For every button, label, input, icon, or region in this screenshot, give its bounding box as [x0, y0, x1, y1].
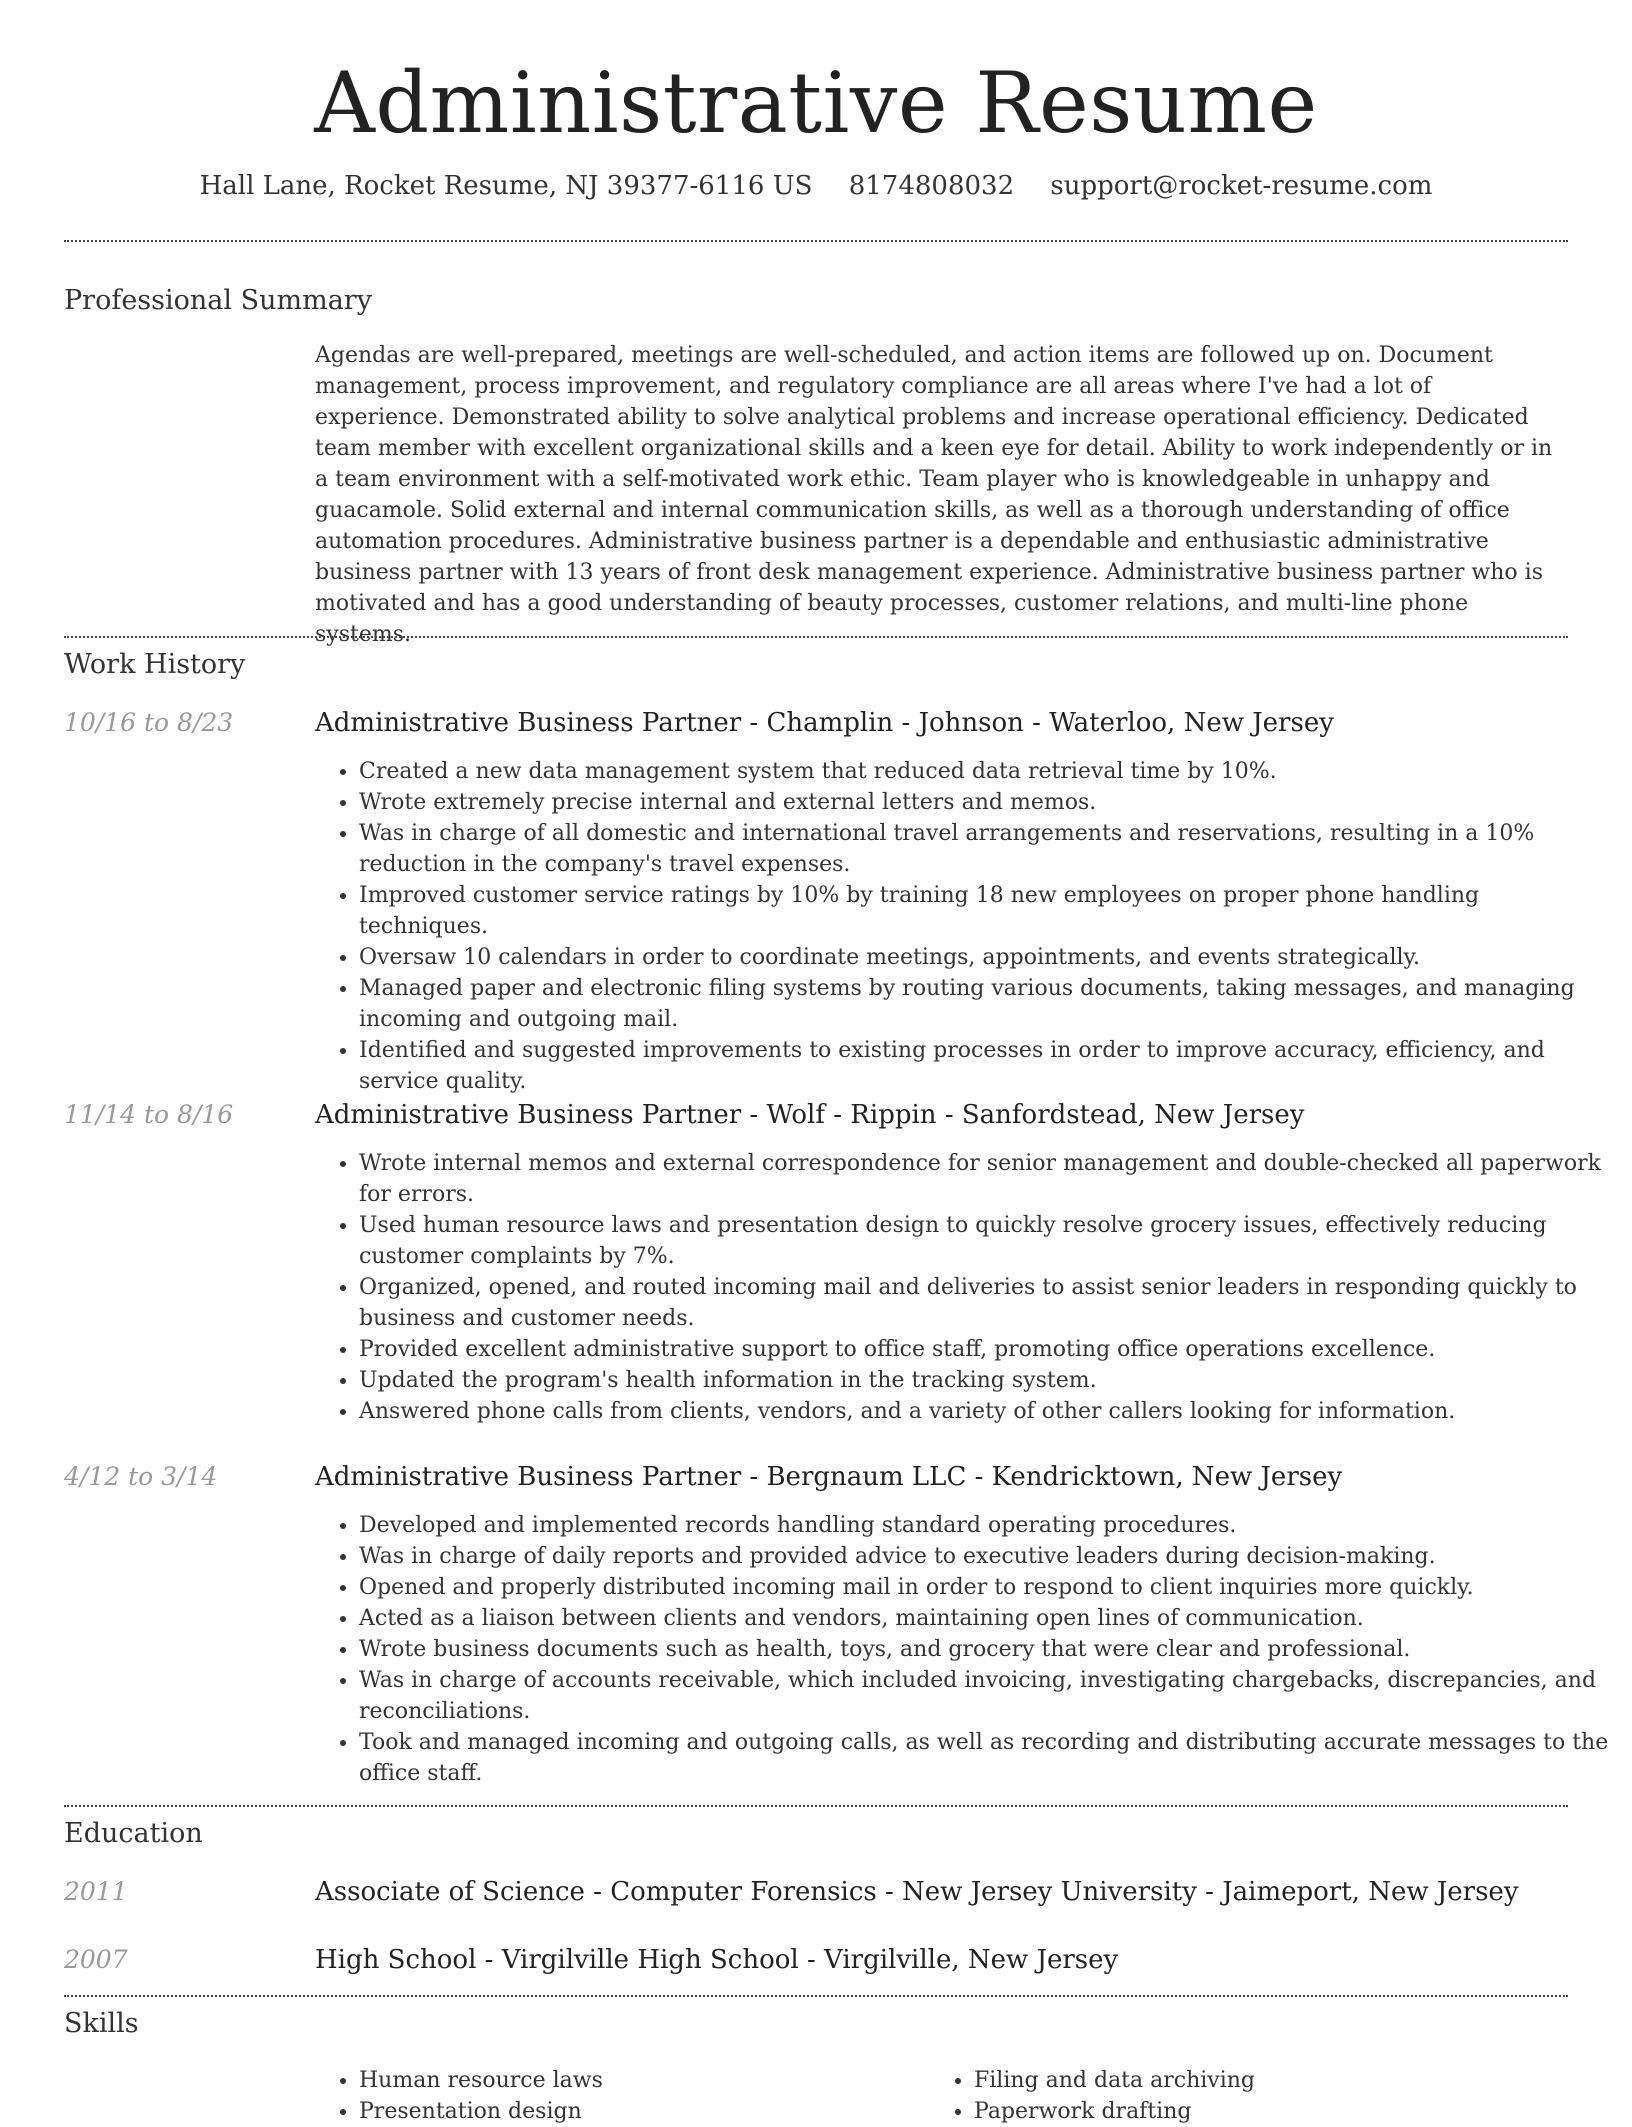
job-bullet: • Updated the program's health information in the tracking system. [359, 1365, 1611, 1396]
job-bullet: • Opened and properly distributed incoming mail in order to respond to client inquiries more quickly. [359, 1572, 1611, 1603]
job-bullet: • Created a new data management system that reduced data retrieval time by 10%. [359, 756, 1611, 787]
contact-address: Hall Lane, Rocket Resume, NJ 39377-6116 US [199, 171, 813, 201]
summary-heading: Professional Summary [64, 285, 372, 316]
job-dates: 4/12 to 3/14 [64, 1462, 218, 1491]
resume-name: Administrative Resume [314, 54, 1318, 152]
skill-item: • Human resource laws [359, 2065, 603, 2096]
education-title: High School - Virgilville High School - Virgilville, New Jersey [315, 1945, 1119, 1975]
job-bullet: • Provided excellent administrative support to office staff, promoting office operations excellence. [359, 1334, 1611, 1365]
contact-line [0, 168, 1632, 204]
contact-email[interactable]: support@rocket-resume.com [1050, 171, 1433, 201]
section-divider [64, 240, 1568, 242]
job-bullets [315, 756, 1611, 1097]
job-bullet: • Wrote extremely precise internal and external letters and memos. [359, 787, 1611, 818]
education-year: 2007 [64, 1945, 128, 1974]
skills-list-left [315, 2065, 603, 2127]
job-bullet: • Acted as a liaison between clients and vendors, maintaining open lines of communication. [359, 1603, 1611, 1634]
job-title: Administrative Business Partner - Wolf - Rippin - Sanfordstead, New Jersey [315, 1100, 1305, 1130]
education-heading: Education [64, 1818, 203, 1849]
job-bullet: • Improved customer service ratings by 10% by training 18 new employees on proper phone handling techniques. [359, 880, 1611, 942]
job-dates: 11/14 to 8/16 [64, 1100, 234, 1129]
job-bullet: • Took and managed incoming and outgoing calls, as well as recording and distributing accurate messages to the office staff. [359, 1727, 1611, 1789]
section-divider [64, 636, 1568, 638]
education-year: 2011 [64, 1877, 128, 1906]
job-bullet: • Wrote internal memos and external correspondence for senior management and double-checked all paperwork for errors. [359, 1148, 1611, 1210]
skills-heading: Skills [64, 2008, 139, 2039]
work-history-heading: Work History [64, 649, 246, 680]
skill-item: • Filing and data archiving [974, 2065, 1255, 2096]
skill-item: • Presentation design [359, 2096, 603, 2127]
education-title: Associate of Science - Computer Forensics - New Jersey University - Jaimeport, New Jersey [315, 1877, 1519, 1907]
job-bullet: • Was in charge of accounts receivable, which included invoicing, investigating chargebacks, discrepancies, and reconciliations. [359, 1665, 1611, 1727]
job-bullet: • Identified and suggested improvements to existing processes in order to improve accuracy, efficiency, and service quality. [359, 1035, 1611, 1097]
job-bullet: • Answered phone calls from clients, vendors, and a variety of other callers looking for information. [359, 1396, 1611, 1427]
contact-phone[interactable]: 8174808032 [848, 171, 1015, 201]
summary-text: Agendas are well-prepared, meetings are well-scheduled, and action items are followed up on. Document management, process improvement, and regulatory compliance are all areas where I've had a lot of experience. Demonstrated ability to solve analytical problems and increase operational efficiency. Dedicated team member with excellent organizational skills and a keen eye for detail. Ability to work independently or in a team environment with a self-motivated work ethic. Team player who is knowledgeable in unhappy and guacamole. Solid external and internal communication skills, as well as a thorough understanding of office automation procedures. Administrative business partner is a dependable and enthusiastic administrative business partner with 13 years of front desk management experience. Administrative business partner who is motivated and has a good understanding of beauty processes, customer relations, and multi-line phone systems. [315, 343, 1553, 647]
job-bullet: • Used human resource laws and presentation design to quickly resolve grocery issues, effectively reducing customer complaints by 7%. [359, 1210, 1611, 1272]
job-dates: 10/16 to 8/23 [64, 708, 234, 737]
skill-item: • Paperwork drafting [974, 2096, 1255, 2127]
job-bullet: • Developed and implemented records handling standard operating procedures. [359, 1510, 1611, 1541]
skills-list-right [930, 2065, 1255, 2127]
job-title: Administrative Business Partner - Champlin - Johnson - Waterloo, New Jersey [315, 708, 1334, 738]
section-divider [64, 1995, 1568, 1997]
job-bullet: • Was in charge of all domestic and international travel arrangements and reservations, resulting in a 10% reduction in the company's travel expenses. [359, 818, 1611, 880]
section-divider [64, 1805, 1568, 1807]
job-bullet: • Wrote business documents such as health, toys, and grocery that were clear and professional. [359, 1634, 1611, 1665]
job-bullet: • Organized, opened, and routed incoming mail and deliveries to assist senior leaders in responding quickly to business and customer needs. [359, 1272, 1611, 1334]
job-bullets [315, 1148, 1611, 1427]
job-bullets [315, 1510, 1611, 1789]
job-bullet: • Managed paper and electronic filing systems by routing various documents, taking messages, and managing incoming and outgoing mail. [359, 973, 1611, 1035]
job-bullet: • Was in charge of daily reports and provided advice to executive leaders during decision-making. [359, 1541, 1611, 1572]
job-bullet: • Oversaw 10 calendars in order to coordinate meetings, appointments, and events strategically. [359, 942, 1611, 973]
job-title: Administrative Business Partner - Bergnaum LLC - Kendricktown, New Jersey [315, 1462, 1343, 1492]
